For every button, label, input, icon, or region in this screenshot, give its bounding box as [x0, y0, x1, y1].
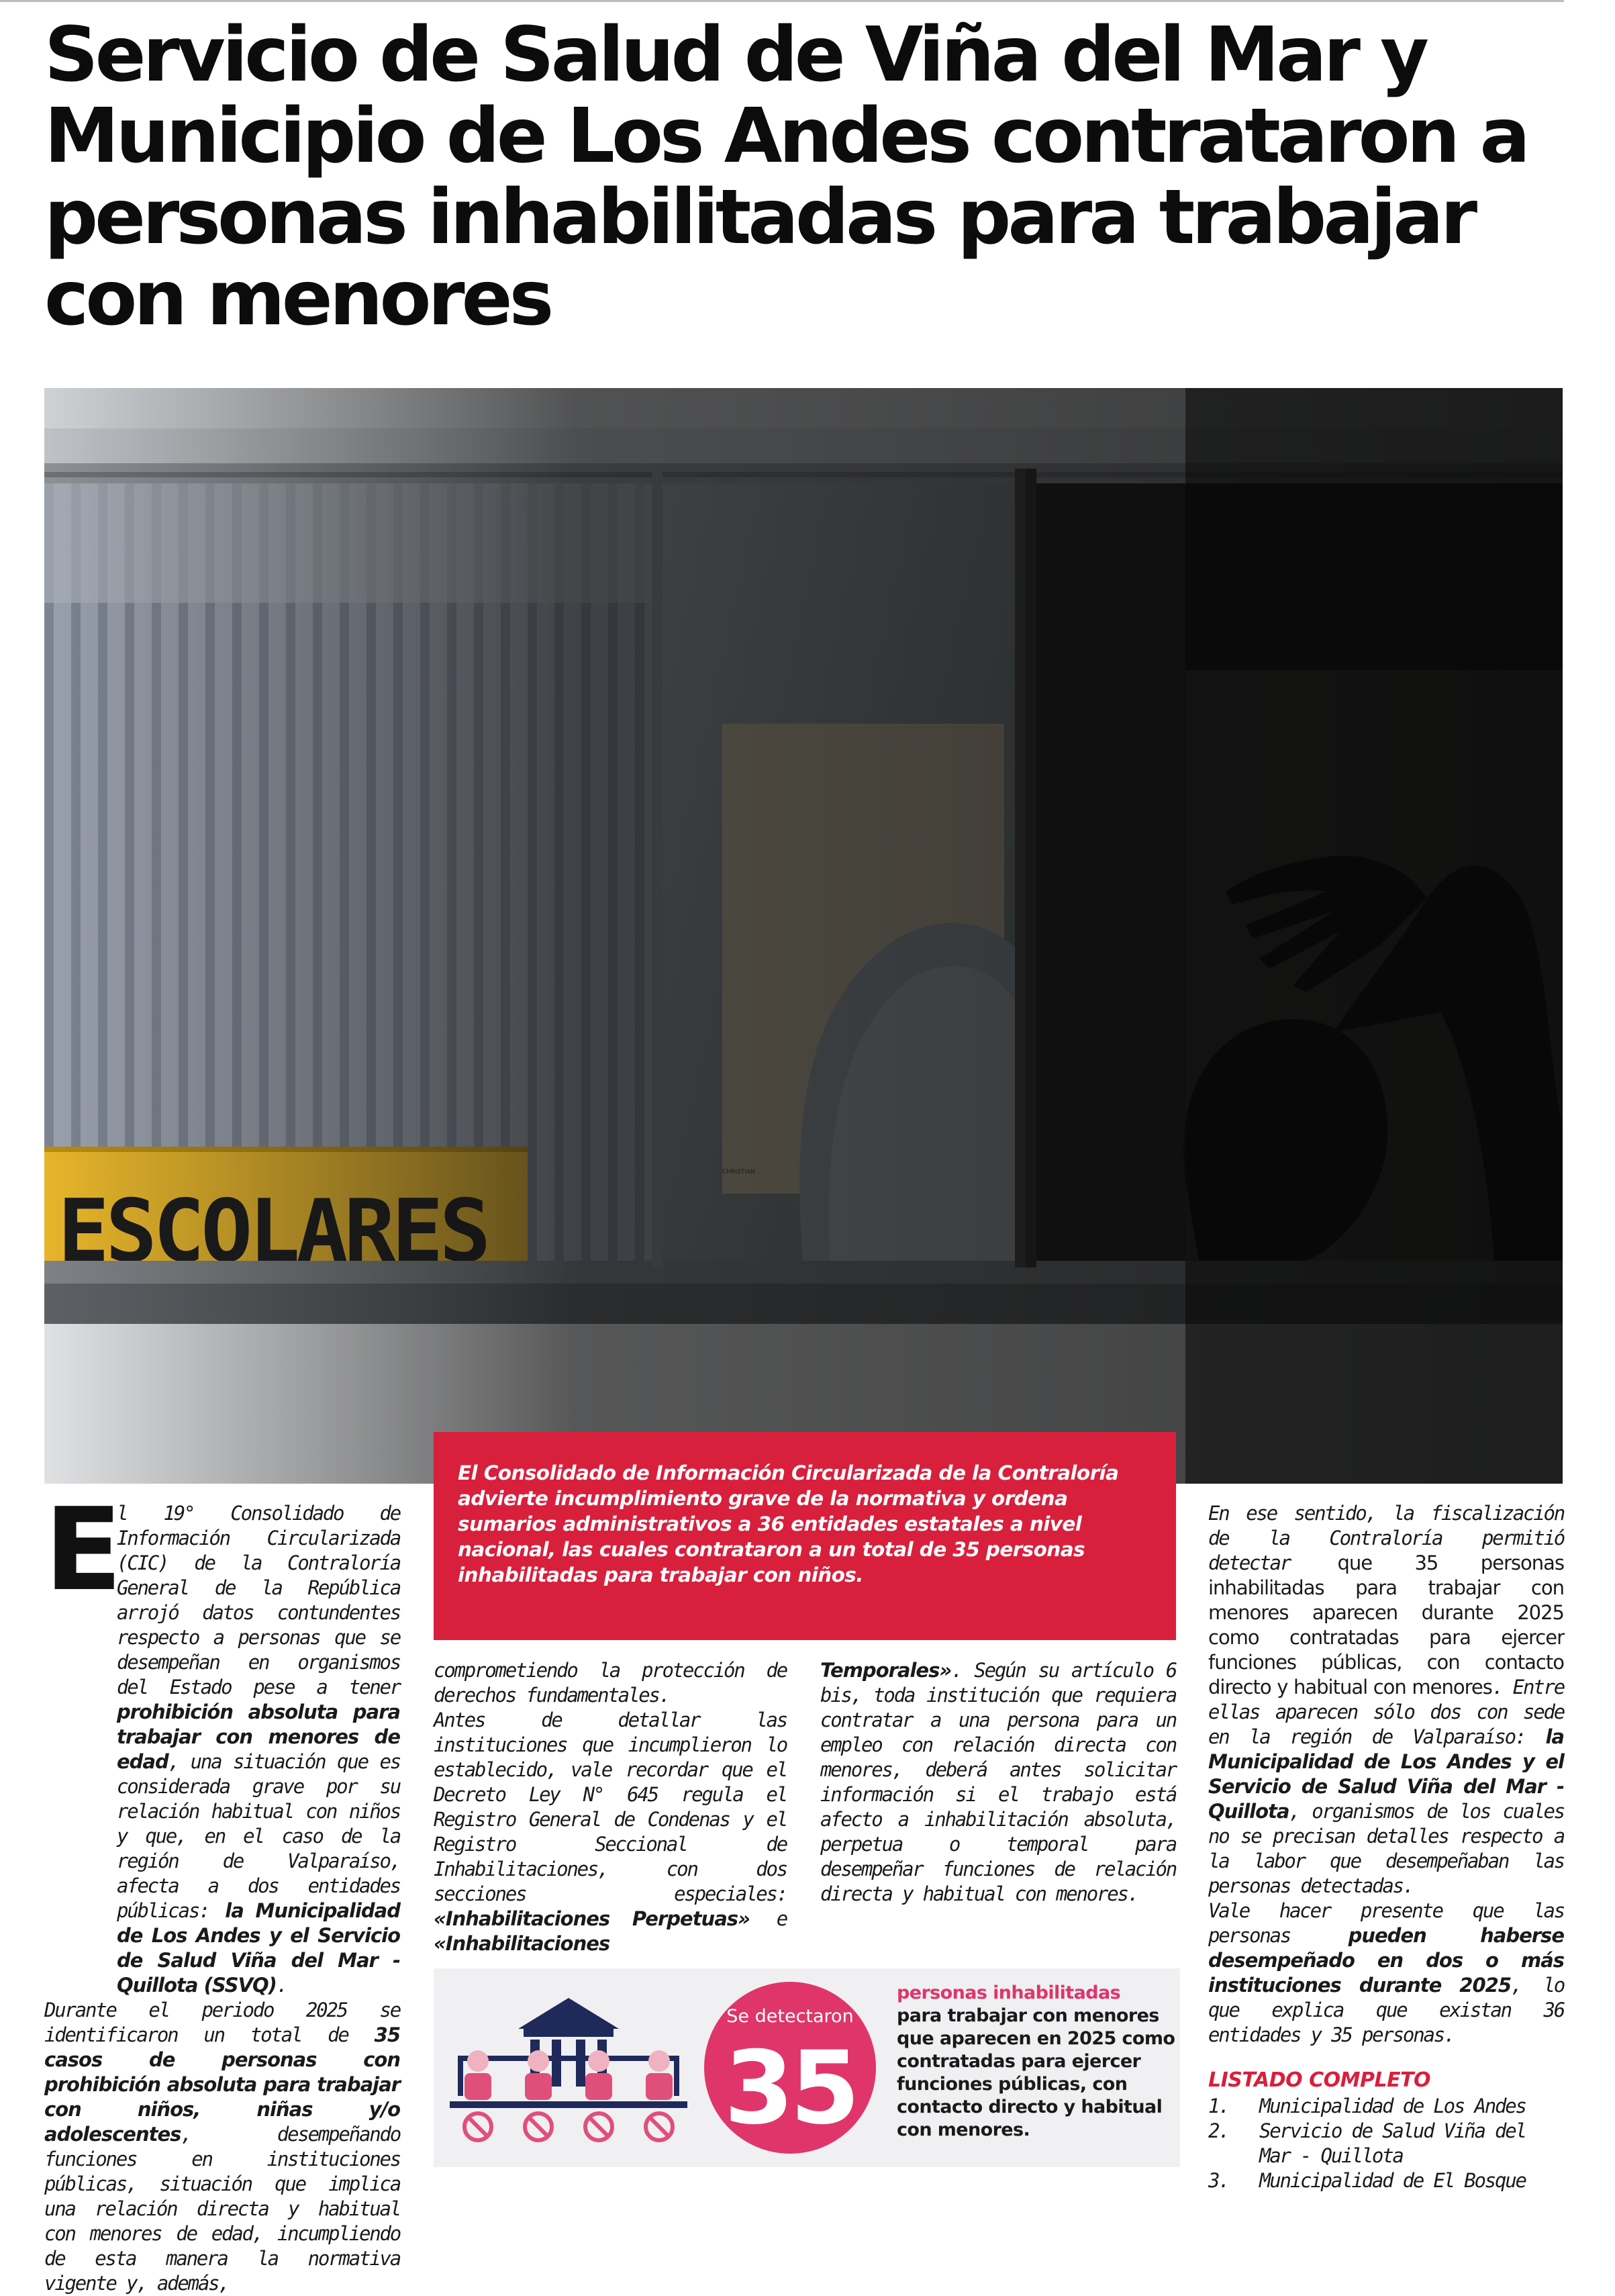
col1-text-b: , una situación que es considerada grave por su relación habitual con niños y que, en el caso de la región de Valparaíso, afecta a dos entidades públicas: — [117, 1750, 400, 1922]
col3-bold-temporales: Temporales» — [820, 1659, 952, 1682]
infographic-box — [434, 1968, 1180, 2167]
top-rule — [0, 0, 1564, 2]
col1-text-c: . — [276, 1974, 287, 1997]
badge-top-text: Se detectaron — [726, 2006, 854, 2027]
building-people-illustration — [444, 1989, 693, 2147]
list-item-number: 1. — [1208, 2095, 1229, 2117]
article-column-1 — [44, 1484, 401, 2296]
col1-para2-bold: 35 casos de personas con prohibición absoluta para trabajar con niños, niñas y/o adolescentes — [44, 2023, 400, 2146]
badge-number: 35 — [724, 2030, 857, 2147]
col4-para2-b: , lo que explica que existan 36 entidades y 35 personas. — [1208, 1974, 1564, 2046]
col4-para2-a: Vale hacer presente que las personas — [1208, 1899, 1564, 1947]
list-item — [1208, 2119, 1564, 2168]
dropcap: E — [44, 1484, 123, 1617]
list-item-label: Servicio de Salud Viña del Mar - Quillota — [1259, 2119, 1526, 2167]
col4-para1-a: En ese sentido, la fiscalización de la Contraloría permitió detectar — [1208, 1502, 1564, 1574]
list-item-label: Municipalidad de El Bosque — [1259, 2169, 1526, 2192]
headline: Servicio de Salud de Viña del Mar y Municipio de Los Andes contrataron a personas inhabilitadas para trabajar con menores — [44, 11, 1527, 342]
col3-text: . Según su artículo 6 bis, toda institución que requiera contratar a una persona para un empleo con relación directa con menores, deberá antes solicitar información si el trabajo está afecto a inhabilitación absoluta, perpetua o temporal para desempeñar funciones de relación directa y habitual con menores. — [820, 1659, 1176, 1905]
institution-list — [1208, 2094, 1564, 2193]
prohibited-people-icon — [444, 1989, 693, 2147]
col4-bold-entities: la Municipalidad de Los Andes y el Servicio de Salud Viña del Mar - Quillota — [1208, 1725, 1564, 1823]
col4-highlight: que 35 personas inhabilitadas para trabajar con menores aparecen durante 2025 como contratadas para ejercer funciones públicas, con contacto directo y habitual con menores — [1208, 1551, 1564, 1699]
callout-text: El Consolidado de Información Circularizada de la Contraloría advierte incumplimiento grave de la normativa y ordena sumarios administrativos a 36 entidades estatales a nivel nacional, las cuales contrataron a un total de 35 personas inhabilitadas para trabajar con niños. — [458, 1462, 1119, 1586]
col2-para2-a: Antes de detallar las instituciones que incumplieron lo establecido, vale recordar que el Decreto Ley N° 645 regula el Registro General de Condenas y el Registro Seccional de Inhabilitaciones, con dos secciones especiales: — [434, 1709, 787, 1905]
callout-box — [434, 1432, 1176, 1640]
article-column-2 — [434, 1658, 787, 1956]
article-column-4 — [1208, 1501, 1564, 2193]
list-title: LISTADO COMPLETO — [1208, 2068, 1431, 2092]
bus-window-illustration — [44, 388, 1563, 1484]
col1-intro: l 19° Consolidado de Información Circularizada (CIC) de la Contraloría General de la República arrojó datos contundentes respecto a personas que se desempeñan en organismos del Estado pese a tener — [117, 1502, 400, 1699]
list-item-number: 2. — [1208, 2119, 1229, 2142]
list-item-number: 3. — [1208, 2169, 1229, 2192]
col1-para2-a: Durante el periodo 2025 se identificaron un total de — [44, 1999, 400, 2046]
col4-bold-institutions: pueden haberse desempeñado en dos o más instituciones durante 2025 — [1208, 1924, 1564, 1997]
col2-para2-b: e — [776, 1907, 787, 1930]
list-item-label: Municipalidad de Los Andes — [1259, 2095, 1526, 2117]
list-item — [1208, 2094, 1564, 2119]
infographic-body: para trabajar con menores que aparecen en 2025 como contratadas para ejercer funciones públicas, con contacto directo y habitual con menores. — [897, 2005, 1175, 2140]
infographic-lead: personas inhabilitadas — [897, 1982, 1121, 2003]
col4-para1-b: . Entre ellas aparecen sólo dos con sede en la región de Valparaíso: — [1208, 1676, 1564, 1748]
col4-para1-c: , organismos de los cuales no se precisan detalles respecto a la labor que desempeñaban las personas detectadas. — [1208, 1800, 1564, 1897]
photo-bus-window — [44, 388, 1563, 1484]
col2-bold-perpetuas: «Inhabilitaciones Perpetuas» — [434, 1907, 750, 1930]
col2-para1: comprometiendo la protección de derechos fundamentales. — [434, 1659, 787, 1707]
col1-para2-b: , desempeñando funciones en instituciones públicas, situación que implica una relación directa y habitual con menores de edad, incumpliendo de esta manera la normativa vigente y, además, — [44, 2123, 400, 2295]
count-badge — [702, 1968, 878, 2167]
col2-bold-inhab: «Inhabilitaciones — [434, 1932, 610, 1955]
article-column-3 — [820, 1658, 1176, 1907]
infographic-text — [897, 1982, 1179, 2142]
col1-bold-prohibition: prohibición absoluta para trabajar con menores de edad — [117, 1701, 400, 1773]
col1-bold-entities: la Municipalidad de Los Andes y el Servicio de Salud Viña del Mar - Quillota (SSVQ) — [117, 1899, 401, 1997]
